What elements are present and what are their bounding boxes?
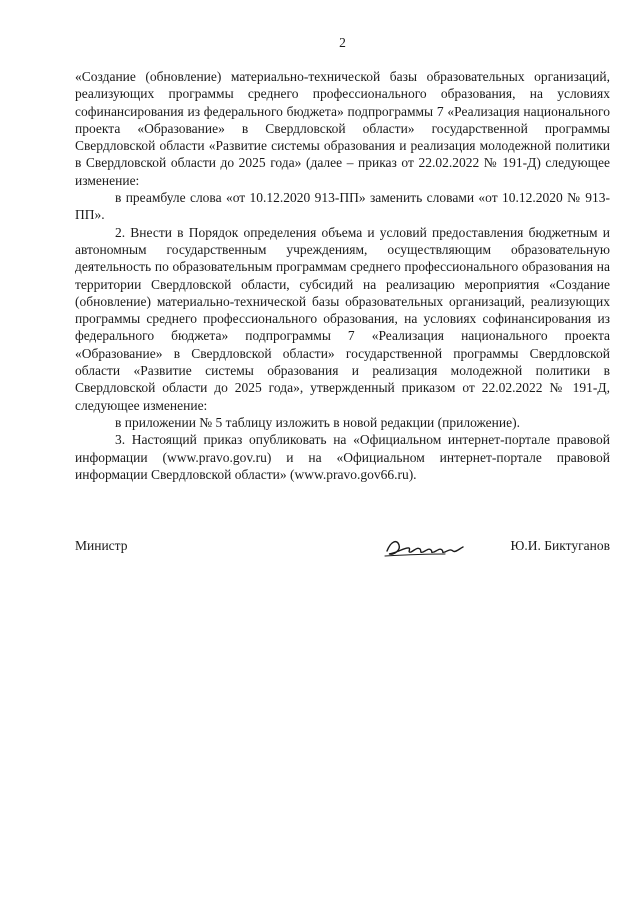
- page-number: 2: [339, 35, 346, 50]
- paragraph-continuation: «Создание (обновление) материально-технической базы образовательных организаций, реализующих программы среднего профессионального образования, на условиях софинансирования из федерального бюджета» подпрограммы 7 «Реализация национального проекта «Образование» в Свердловской области» государственной программы Свердловской области «Развитие системы образования и реализация молодежной политики в Свердловской области до 2025 года» (далее – приказ от 22.02.2022 № 191-Д) следующее изменение:: [75, 69, 610, 188]
- signature-block: [75, 537, 610, 567]
- paragraph-preamble-change: в преамбуле слова «от 10.12.2020 913-ПП» заменить словами «от 10.12.2020 № 913-ПП».: [75, 190, 610, 223]
- paragraph-item-3: 3. Настоящий приказ опубликовать на «Официальном интернет-портале правовой информации (www.pravo.gov.ru) и на «Официальном интернет-портале правовой информации Свердловской области» (www.pravo.gov66.ru).: [75, 432, 610, 482]
- paragraph-item-2: 2. Внести в Порядок определения объема и условий предоставления бюджетным и автономным государственным учреждениям, осуществляющим образовательную деятельность по образовательным программам среднего профессионального образования на территории Свердловской области, субсидий на реализацию мероприятия «Создание (обновление) материально-технической базы образовательных организаций, реализующих программы среднего профессионального образования, на условиях софинансирования из федерального бюджета» подпрограммы 7 «Реализация национального проекта «Образование» в Свердловской области» государственной программы Свердловской области «Развитие системы образования и реализация молодежной политики в Свердловской области до 2025 года», утвержденный приказом от 22.02.2022 № 191-Д, следующее изменение:: [75, 224, 610, 413]
- paragraph-appendix-change: в приложении № 5 таблицу изложить в новой редакции (приложение).: [115, 414, 520, 430]
- signatory-title: Министр: [75, 538, 128, 553]
- signatory-name: Ю.И. Биктуганов: [510, 538, 610, 553]
- handwritten-signature-icon: [383, 535, 475, 559]
